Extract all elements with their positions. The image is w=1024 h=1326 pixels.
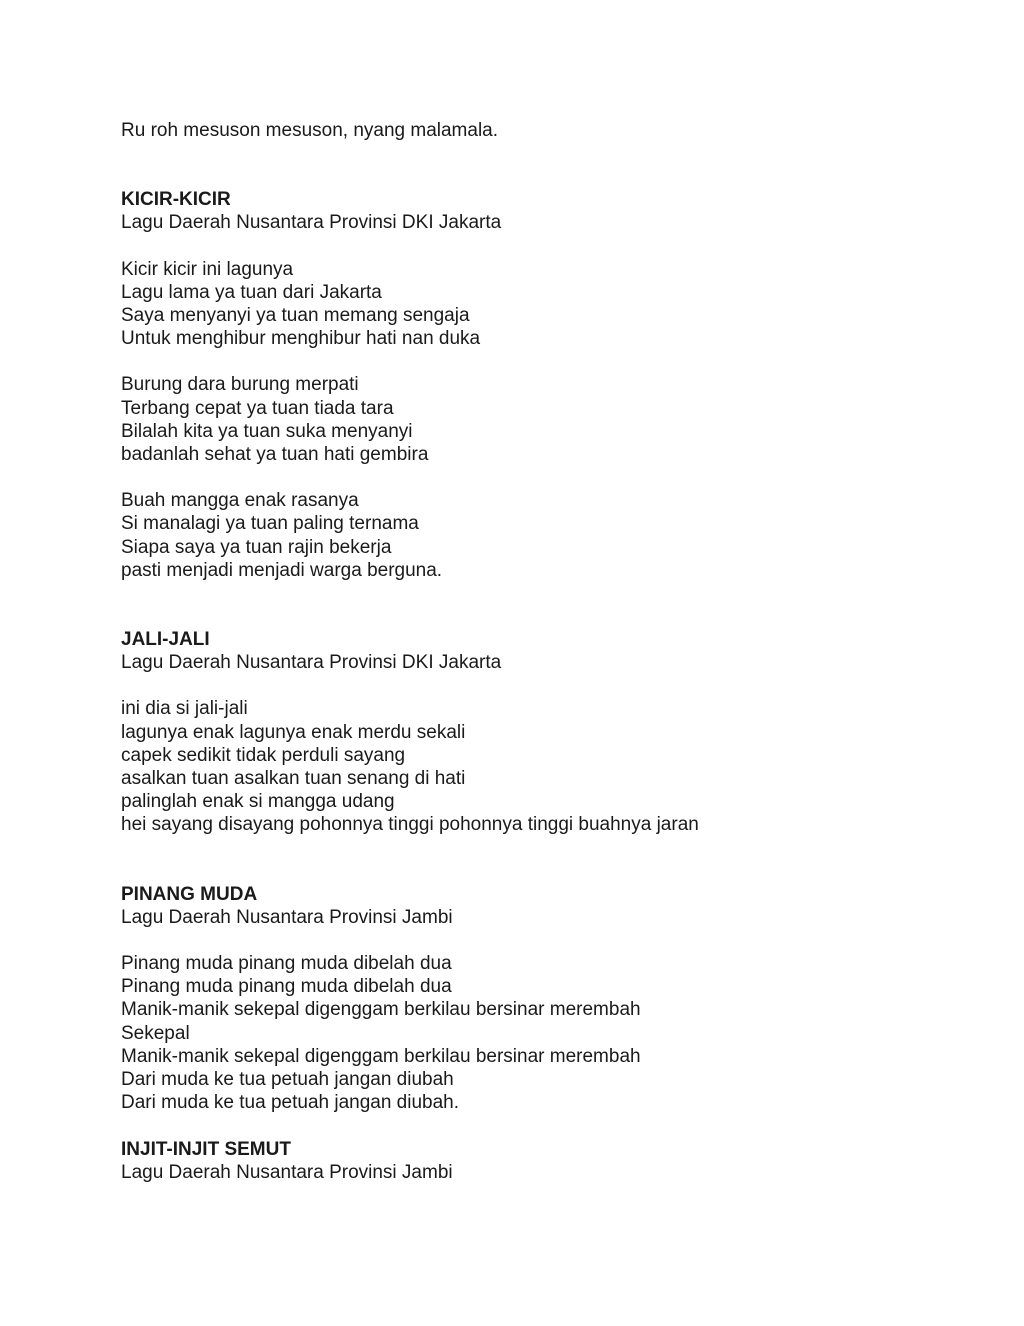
lyric-line: Terbang cepat ya tuan tiada tara bbox=[121, 397, 394, 419]
song-subtitle: Lagu Daerah Nusantara Provinsi Jambi bbox=[121, 906, 453, 928]
lyric-line: Untuk menghibur menghibur hati nan duka bbox=[121, 328, 481, 350]
lyric-line: asalkan tuan asalkan tuan senang di hati bbox=[121, 768, 466, 790]
song-title: KICIR-KICIR bbox=[121, 189, 231, 211]
lyric-line: capek sedikit tidak perduli sayang bbox=[121, 744, 406, 766]
lyric-line: Dari muda ke tua petuah jangan diubah. bbox=[121, 1092, 460, 1114]
lyric-line: Saya menyanyi ya tuan memang sengaja bbox=[121, 305, 470, 327]
stanza bbox=[121, 258, 981, 351]
lyric-line: palinglah enak si mangga udang bbox=[121, 791, 395, 813]
song-title: INJIT-INJIT SEMUT bbox=[121, 1138, 291, 1160]
song-subtitle: Lagu Daerah Nusantara Provinsi Jambi bbox=[121, 1161, 453, 1183]
song-kicir-kicir bbox=[121, 188, 981, 582]
song-title: PINANG MUDA bbox=[121, 883, 258, 905]
song-pinang-muda bbox=[121, 883, 981, 1115]
lyric-line: Dari muda ke tua petuah jangan diubah bbox=[121, 1069, 454, 1091]
stanza bbox=[121, 489, 981, 582]
intro-line: Ru roh mesuson mesuson, nyang malamala. bbox=[121, 120, 499, 141]
document-page bbox=[121, 119, 981, 1184]
lyric-line: lagunya enak lagunya enak merdu sekali bbox=[121, 721, 466, 743]
song-injit-injit-semut bbox=[121, 1138, 981, 1184]
song-title: JALI-JALI bbox=[121, 629, 210, 651]
lyric-line: Manik-manik sekepal digenggam berkilau bersinar merembah bbox=[121, 1045, 641, 1067]
lyric-line: Si manalagi ya tuan paling ternama bbox=[121, 513, 419, 535]
song-jali-jali bbox=[121, 628, 981, 837]
song-subtitle: Lagu Daerah Nusantara Provinsi DKI Jakarta bbox=[121, 212, 502, 234]
lyric-line: Bilalah kita ya tuan suka menyanyi bbox=[121, 420, 413, 442]
lyric-line: ini dia si jali-jali bbox=[121, 698, 248, 720]
lyric-line: Buah mangga enak rasanya bbox=[121, 490, 359, 512]
lyric-line: badanlah sehat ya tuan hati gembira bbox=[121, 444, 429, 466]
lyric-line: Pinang muda pinang muda dibelah dua bbox=[121, 953, 452, 975]
lyric-line: Siapa saya ya tuan rajin bekerja bbox=[121, 536, 392, 558]
lyric-line: Pinang muda pinang muda dibelah dua bbox=[121, 976, 452, 998]
stanza bbox=[121, 373, 981, 466]
stanza bbox=[121, 697, 981, 836]
stanza bbox=[121, 952, 981, 1114]
lyric-line: hei sayang disayang pohonnya tinggi pohonnya tinggi buahnya jaran bbox=[121, 814, 699, 836]
lyric-line: Manik-manik sekepal digenggam berkilau bersinar merembah bbox=[121, 999, 641, 1021]
lyric-line: Lagu lama ya tuan dari Jakarta bbox=[121, 281, 382, 303]
lyric-line: pasti menjadi menjadi warga berguna. bbox=[121, 559, 443, 581]
song-subtitle: Lagu Daerah Nusantara Provinsi DKI Jakarta bbox=[121, 652, 502, 674]
lyric-line: Burung dara burung merpati bbox=[121, 374, 359, 396]
lyric-line: Sekepal bbox=[121, 1022, 190, 1044]
lyric-line: Kicir kicir ini lagunya bbox=[121, 258, 294, 280]
